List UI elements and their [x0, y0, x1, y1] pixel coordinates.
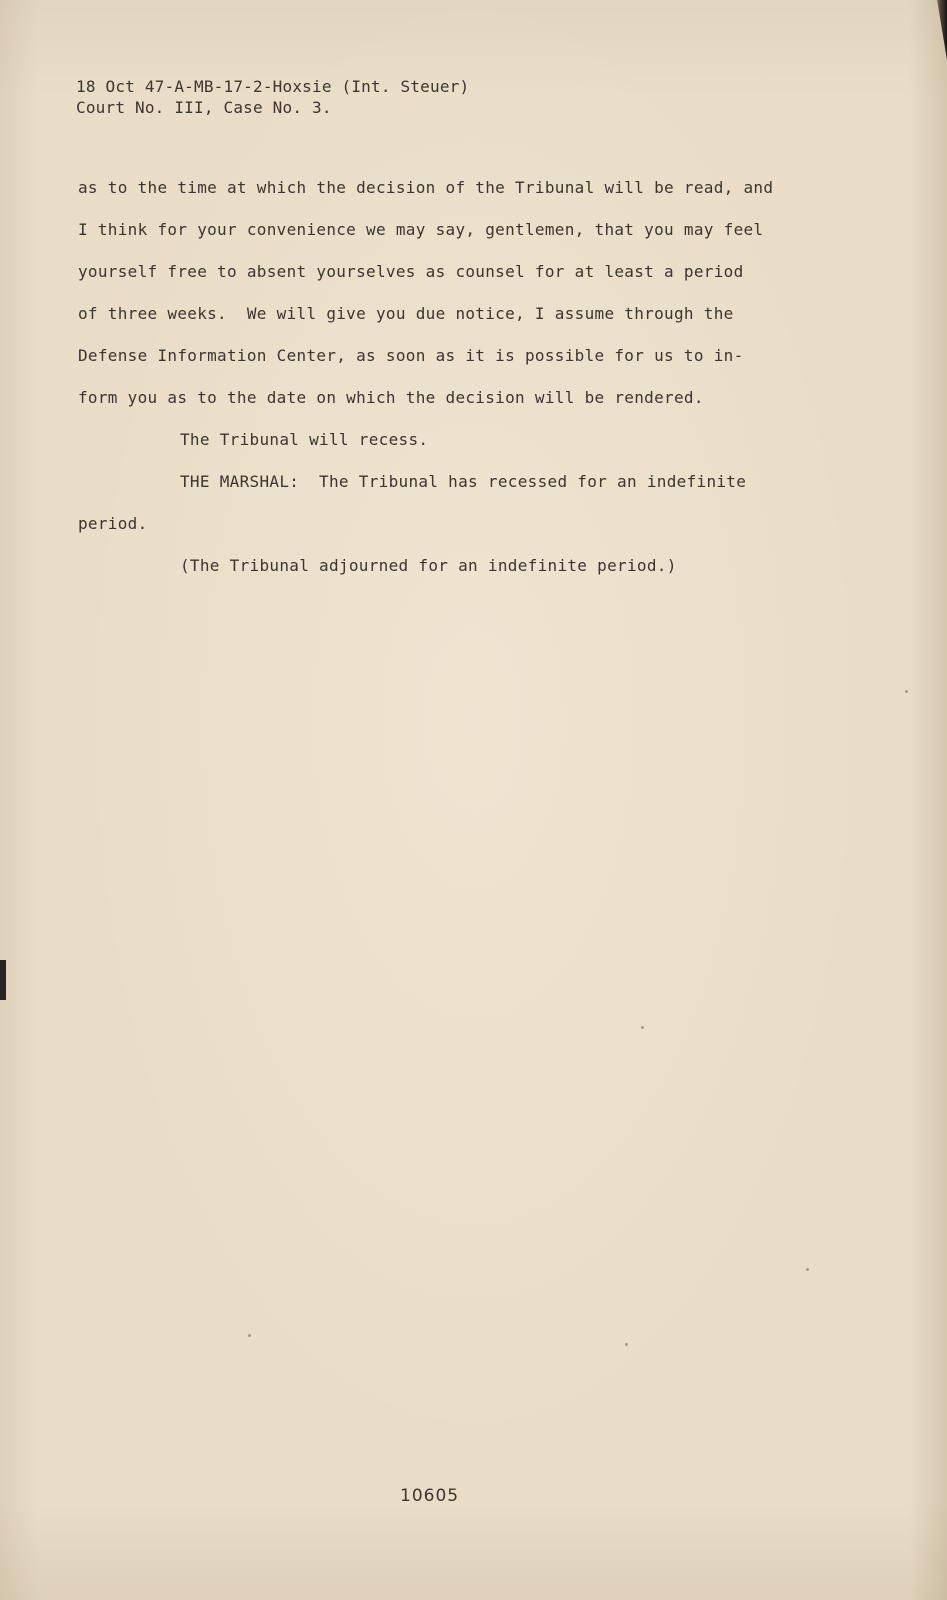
transcript-line: The Tribunal will recess.: [180, 430, 429, 449]
header-line-2: Court No. III, Case No. 3.: [76, 98, 332, 117]
transcript-line: as to the time at which the decision of the Tribunal will be read, and: [78, 178, 774, 197]
document-header: [76, 76, 469, 118]
transcript-line: period.: [78, 514, 148, 533]
paper-speck: [625, 1343, 628, 1346]
transcript-line: form you as to the date on which the decision will be rendered.: [78, 388, 704, 407]
paper-speck: [641, 1026, 644, 1029]
paper-speck: [806, 1268, 809, 1271]
page-edge-mark: [0, 960, 6, 1000]
speaker-line: THE MARSHAL: The Tribunal has recessed for an indefinite: [180, 472, 747, 491]
paper-speck: [905, 690, 908, 693]
transcript-line: Defense Information Center, as soon as it is possible for us to in-: [78, 346, 744, 365]
transcript-line: I think for your convenience we may say, gentlemen, that you may feel: [78, 220, 764, 239]
adjournment-note: (The Tribunal adjourned for an indefinite period.): [180, 556, 677, 575]
header-line-1: 18 Oct 47-A-MB-17-2-Hoxsie (Int. Steuer): [76, 77, 470, 96]
page-edge-shadow: [929, 0, 947, 60]
paper-speck: [248, 1334, 251, 1337]
transcript-line: of three weeks. We will give you due notice, I assume through the: [78, 304, 734, 323]
transcript-line: yourself free to absent yourselves as counsel for at least a period: [78, 262, 744, 281]
page-number: 10605: [400, 1486, 460, 1506]
